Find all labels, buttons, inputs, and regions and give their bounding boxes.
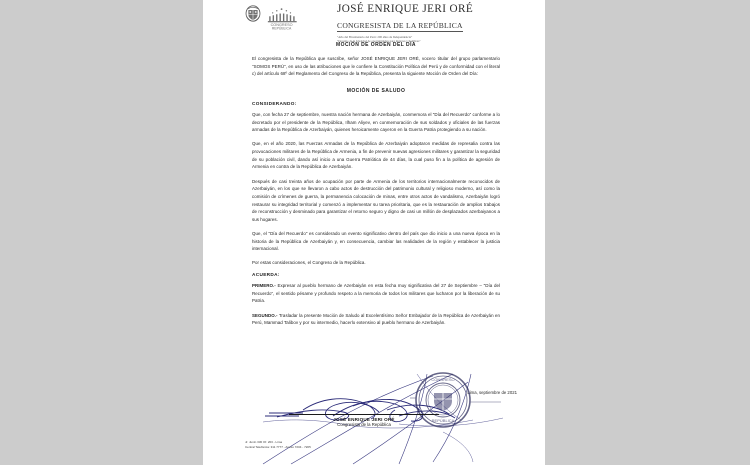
agreement-segundo-text: Trasladar la presente Moción de Saludo al Excelentísimo Señor Embajador de la República de Azerbaiyán en Perú, Mammad Talibov y por su intermedio, hacerlo extensivo al pueblo hermano de Azerbaiyán. bbox=[252, 312, 500, 326]
agreement-primero bbox=[252, 282, 500, 305]
svg-text:REPÚBLICA: REPÚBLICA bbox=[431, 418, 455, 423]
agreement-primero-text: Expresar al pueblo hermano de Azerbaiyán en esta fecha muy significativa del 27 de Septiembre – "Día del Recuerdo", el sentido pésame y profundo respeto a la memoria de todos los militares que lucharon por la liberación de su Patria. bbox=[252, 283, 500, 304]
document-title: MOCIÓN DE ORDEN DEL DÍA bbox=[336, 42, 416, 48]
considerando-paragraph-1: Que, con fecha 27 de septiembre, nuestra nación hermana de Azerbaiyán, conmemora el "Día del Recuerdo" conforme a lo decretado por el presidente de la República, Ilham Aliyev, en conmemoración de sus soldados y oficiales de las fuerzas armadas de la República de Azerbaiyán, quienes heroicamente cayeron en la Guerra Patria protegiendo a su nación. bbox=[252, 111, 500, 133]
signature-role: Congresista de la República bbox=[337, 422, 391, 427]
letterhead-logos bbox=[245, 5, 313, 31]
svg-text:REPÚBLICA: REPÚBLICA bbox=[271, 26, 292, 30]
document-page bbox=[203, 0, 545, 465]
closing-line: Por estas consideraciones, el Congreso de la República. bbox=[252, 260, 366, 266]
agreement-primero-number: PRIMERO.- bbox=[252, 283, 276, 289]
congressman-role: CONGRESISTA DE LA REPÚBLICA bbox=[337, 21, 463, 30]
signature-date: Lima, septiembre de 2021 bbox=[467, 390, 517, 395]
signature-zone bbox=[203, 372, 545, 465]
svg-text:CONGRESO: CONGRESO bbox=[270, 22, 293, 27]
svg-text:CONGRESO: CONGRESO bbox=[431, 377, 455, 382]
office-address-footer: Jr. Junín 330 Of. 203 - Lima Central Telefónica: 311 7777 - Anexo 7204 - 7205 bbox=[245, 440, 311, 450]
signature-name: JOSÉ ENRIQUE JERI ORÉ bbox=[289, 414, 439, 422]
acuerda-label: ACUERDA: bbox=[252, 272, 280, 278]
agreement-segundo-number: SEGUNDO.- bbox=[252, 312, 278, 318]
intro-paragraph: El congresista de la República que suscribe, señor JOSÉ ENRIQUE JERI ORÉ, vocero titular del grupo parlamentario "SOMOS PERÚ", en uso de las atribuciones que le confiere la Constitución Política del Perú y de conformidad con el literal c) del artículo 68º del Reglamento del Congreso de la República, presenta la siguiente Moción de Orden del Día: bbox=[252, 56, 500, 77]
document-body bbox=[252, 42, 500, 333]
congress-of-peru-logo-icon bbox=[264, 6, 306, 30]
peru-coat-of-arms-icon bbox=[245, 5, 261, 22]
salutation-title: MOCIÓN DE SALUDO bbox=[346, 87, 406, 94]
considerando-paragraph-2: Que, en el año 2020, las Fuerzas Armadas de la República de Azerbaiyán adoptaron medidas de represalia contra las provocaciones militares de la República de Armenia, a fin de prevenir nuevas agresiones militares y garantizar la seguridad de su población civil, dando así inicio a una Guerra Patriótica de 44 días, la cual puso fin a la política de agresión de Armenia en contra de la República de Azerbaiyán. bbox=[252, 141, 500, 170]
letterhead bbox=[203, 3, 545, 43]
considerando-label: CONSIDERANDO: bbox=[252, 100, 297, 106]
considerando-paragraph-3: Después de casi treinta años de ocupación por parte de Armenia de los territorios internacionalmente reconocidos de Azerbaiyán, en los que se llevaron a cabo actos de destrucción del patrimonio cultural y religioso moderno, así como la comisión de crímenes de guerra, la permanencia colocación de minas, entre otros actos de vandalismo, Azerbaiyán logró restaurar su integridad territorial y comenzó a implementar su tarea prioritaria, que es la restauración de amplios trabajos de reconstrucción y desminado para garantizar el retorno seguro y digno de casi un millón de desplazados azerbaiyanos a sus hogares. bbox=[252, 178, 500, 222]
letterhead-subtitle: "Año del Bicentenario del Perú: 200 años de Independencia" "Decenio de la Igualdad de oportunidades para mujeres y hombres" bbox=[337, 34, 421, 43]
considerando-paragraph-4: Que, el "Día del Recuerdo" es considerado un evento significativo dentro del país que dio inicio a una nueva época en la historia de la República de Azerbaiyán y, en consecuencia, cambiar las realidades de la región y establecer la justicia internacional. bbox=[252, 231, 500, 252]
agreement-segundo bbox=[252, 312, 500, 327]
letterhead-text bbox=[337, 3, 537, 43]
congressman-name: JOSÉ ENRIQUE JERI ORÉ bbox=[337, 3, 474, 15]
